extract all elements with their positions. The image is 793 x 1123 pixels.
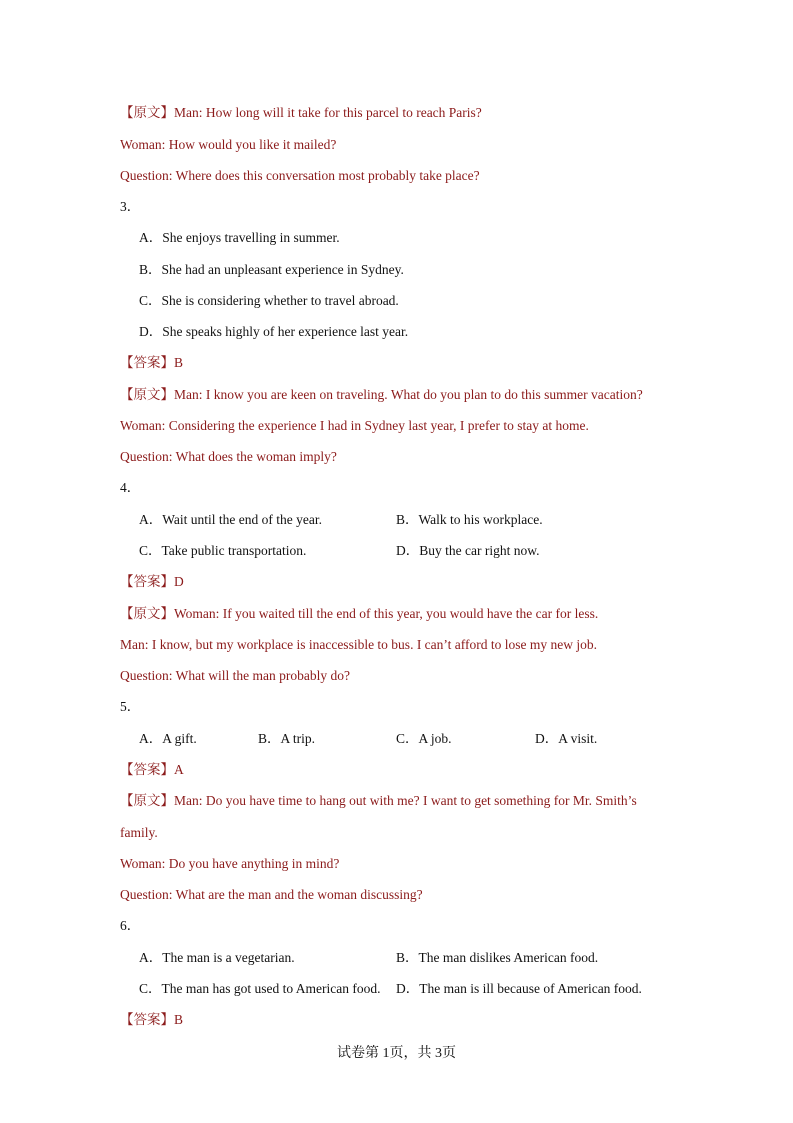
q3-answer: 【答案】B [120, 355, 184, 370]
transcript-q5-question: Question: What are the man and the woman discussing? [120, 887, 423, 902]
transcript-q5-man-cont: family. [120, 825, 158, 840]
q3-option-d: D．She speaks highly of her experience last year. [139, 324, 409, 339]
q6-answer: 【答案】B [120, 1012, 184, 1027]
q3-option-c: C．She is considering whether to travel abroad. [139, 293, 399, 308]
q3-option-a: A．She enjoys travelling in summer. [139, 230, 340, 245]
transcript-q4-question: Question: What will the man probably do? [120, 668, 350, 683]
transcript-q5-woman: Woman: Do you have anything in mind? [120, 856, 340, 871]
q6-option-d: D．The man is ill because of American food. [396, 981, 642, 996]
q4-option-c: C．Take public transportation. [139, 543, 307, 558]
transcript-q3-question: Question: What does the woman imply? [120, 449, 337, 464]
transcript-q4-man: Man: I know, but my workplace is inaccessible to bus. I can’t afford to lose my new job. [120, 637, 598, 652]
question-number-3: 3． [120, 199, 141, 214]
q5-option-d: D．A visit. [535, 731, 598, 746]
q5-option-a: A．A gift. [139, 731, 197, 746]
transcript-q2-man: 【原文】Man: How long will it take for this parcel to reach Paris? [120, 105, 482, 120]
q6-option-b: B．The man dislikes American food. [396, 950, 599, 965]
question-number-5: 5． [120, 699, 141, 714]
q5-option-c: C．A job. [396, 731, 452, 746]
question-number-6: 6． [120, 918, 141, 933]
q5-answer: 【答案】A [120, 762, 184, 777]
transcript-q3-woman: Woman: Considering the experience I had in Sydney last year, I prefer to stay at home. [120, 418, 589, 433]
transcript-q2-question: Question: Where does this conversation most probably take place? [120, 168, 480, 183]
transcript-q4-woman: 【原文】Woman: If you waited till the end of this year, you would have the car for less. [120, 606, 599, 621]
q4-answer: 【答案】D [120, 574, 184, 589]
transcript-q3-man: 【原文】Man: I know you are keen on traveling. What do you plan to do this summer vacation? [120, 387, 643, 402]
transcript-q5-man: 【原文】Man: Do you have time to hang out with me? I want to get something for Mr. Smith’s [120, 793, 637, 808]
question-number-4: 4． [120, 480, 141, 495]
q5-option-b: B．A trip. [258, 731, 316, 746]
q4-option-b: B．Walk to his workplace. [396, 512, 543, 527]
q6-option-a: A．The man is a vegetarian. [139, 950, 295, 965]
transcript-q2-woman: Woman: How would you like it mailed? [120, 137, 337, 152]
q4-option-d: D．Buy the car right now. [396, 543, 540, 558]
q3-option-b: B．She had an unpleasant experience in Sydney. [139, 262, 404, 277]
q4-option-a: A．Wait until the end of the year. [139, 512, 322, 527]
q6-option-c: C．The man has got used to American food. [139, 981, 381, 996]
page-footer: 试卷第 1页，共 3页 [337, 1046, 456, 1061]
